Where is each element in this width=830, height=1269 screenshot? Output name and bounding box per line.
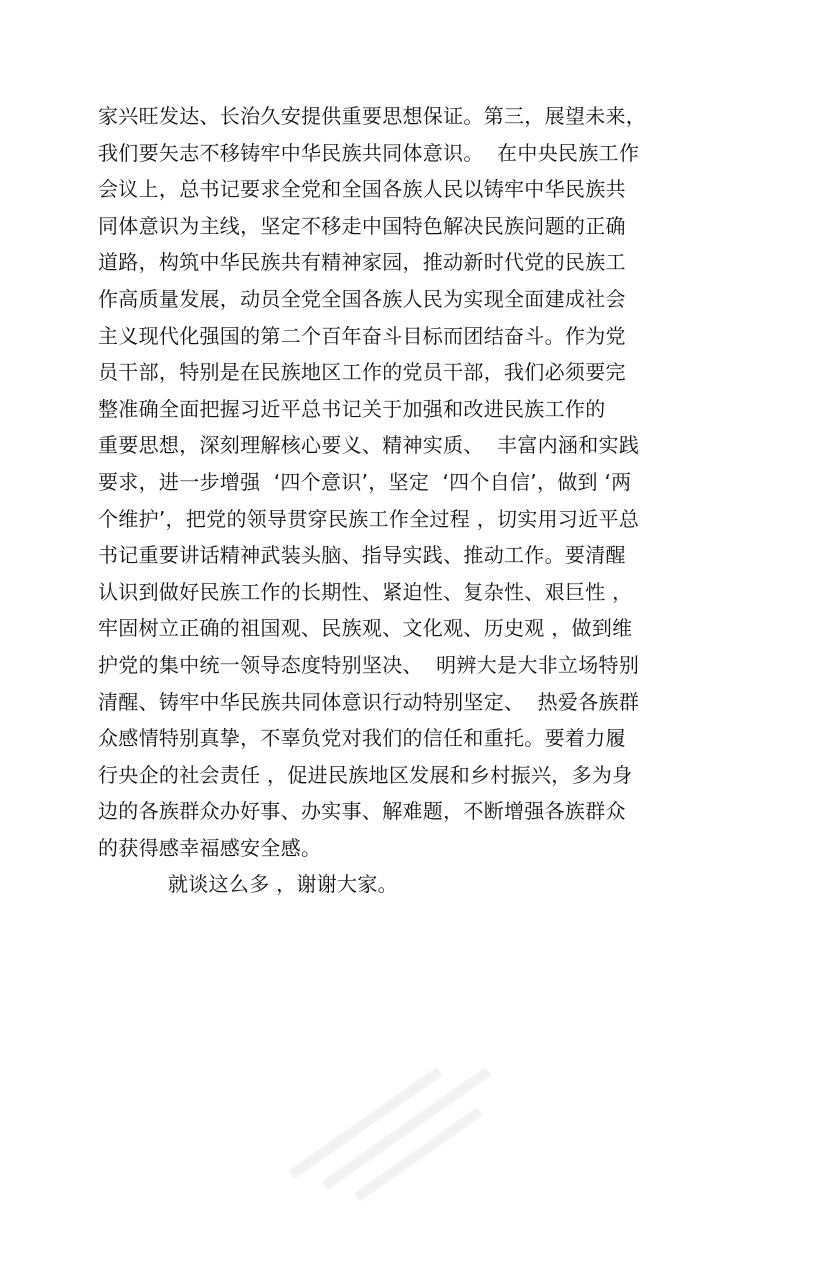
text-line: 的获得感幸福感安全感。: [98, 835, 322, 860]
text-line: 认识到做好民族工作的长期性、紧迫性、复杂性、艰巨性 ，: [98, 579, 633, 604]
text-line: 我们要矢志不移铸牢中华民族共同体意识。 在中央民族工作: [98, 140, 640, 165]
text-line: 书记重要讲话精神武装头脑、指导实践、推动工作。要清醒: [98, 543, 626, 568]
text-line: 清醒、铸牢中华民族共同体意识行动特别坚定、 热爱各族群: [98, 689, 640, 714]
text-line: 员干部，特别是在民族地区工作的党员干部，我们必须要完: [98, 360, 626, 385]
text-line: 行央企的社会责任 ，促进民族地区发展和乡村振兴，多为身: [98, 762, 633, 787]
text-line: 道路，构筑中华民族共有精神家园，推动新时代党的民族工: [98, 250, 626, 275]
watermark: [289, 1021, 571, 1268]
text-line: 牢固树立正确的祖国观、民族观、文化观、历史观 ，做到维: [98, 616, 633, 641]
text-line: 护党的集中统一领导态度特别坚决、 明辨大是大非立场特别: [98, 652, 640, 677]
text-line: 重要思想，深刻理解核心要义、精神实质、 丰富内涵和实践: [98, 433, 640, 458]
text-line: 整准确全面把握习近平总书记关于加强和改进民族工作的: [98, 396, 606, 421]
text-line: 主义现代化强国的第二个百年奋斗目标而团结奋斗。作为党: [98, 323, 626, 348]
text-line: 作高质量发展，动员全党全国各族人民为实现全面建成社会: [98, 286, 626, 311]
text-line: 要求，进一步增强 ‘四个意识’，坚定 ‘四个自信’，做到 ‘两: [98, 469, 632, 494]
speech-body-text: [98, 98, 738, 903]
text-line: 边的各族群众办好事、办实事、解难题，不断增强各族群众: [98, 799, 626, 824]
text-line: 个维护’，把党的领导贯穿民族工作全过程 ，切实用习近平总: [98, 506, 640, 531]
text-line: 家兴旺发达、长治久安提供重要思想保证。第三，展望未来，: [98, 104, 647, 128]
text-line: 会议上，总书记要求全党和全国各族人民以铸牢中华民族共: [98, 177, 626, 202]
text-line: 众感情特别真挚，不辜负党对我们的信任和重托。要着力履: [98, 726, 626, 751]
closing-line: 就谈这么多 ，谢谢大家。: [168, 872, 398, 897]
text-line: 同体意识为主线，坚定不移走中国特色解决民族问题的正确: [98, 213, 626, 238]
